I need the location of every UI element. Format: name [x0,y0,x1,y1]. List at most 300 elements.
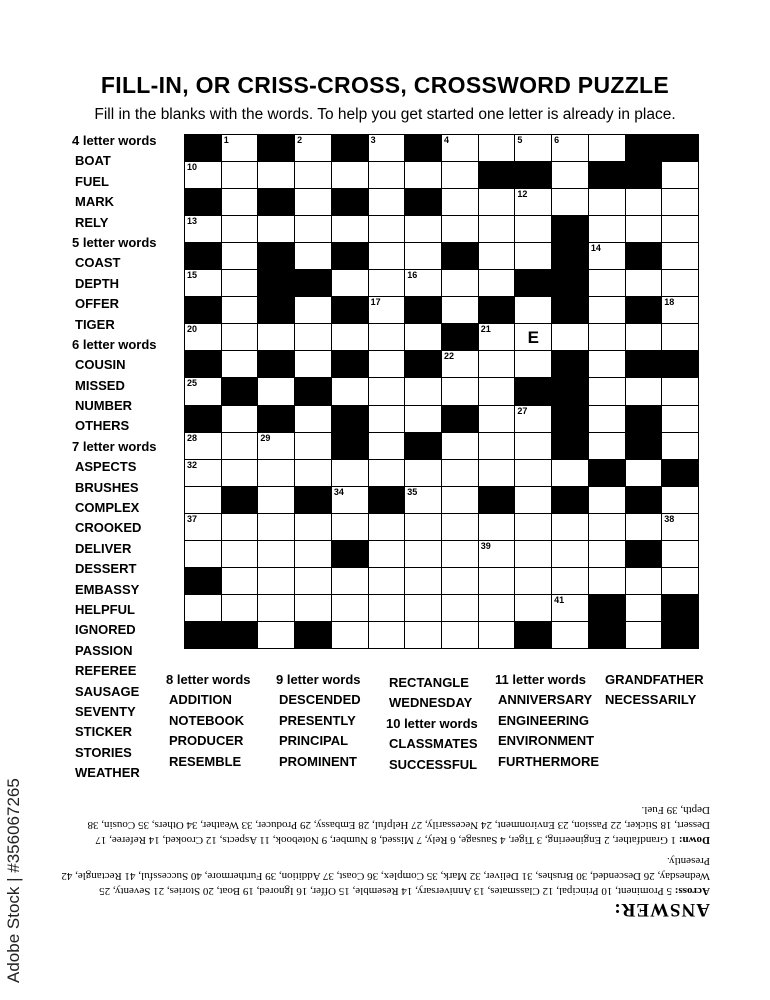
clue-number: 15 [187,270,198,281]
grid-cell[interactable] [404,405,442,433]
grid-cell[interactable] [331,269,369,297]
grid-cell[interactable] [478,432,516,460]
clue-number: 22 [444,351,455,362]
block-cell [661,594,699,622]
word-group-heading: 7 letter words [72,438,157,454]
block-cell [551,432,589,460]
grid-cell[interactable] [404,323,442,351]
grid-cell[interactable] [514,242,552,270]
grid-cell[interactable] [221,432,259,460]
grid-cell[interactable] [368,161,406,189]
grid-cell[interactable] [588,215,626,243]
grid-cell[interactable] [184,459,222,487]
block-cell [294,269,332,297]
grid-cell[interactable] [514,594,552,622]
grid-cell[interactable] [221,296,259,324]
block-cell [625,405,663,433]
grid-cell[interactable] [478,188,516,216]
grid-cell[interactable] [625,377,663,405]
block-cell [257,188,295,216]
grid-cell[interactable] [221,188,259,216]
clue-number: 26 [554,378,565,389]
grid-cell[interactable] [478,350,516,378]
grid-cell[interactable] [588,134,626,162]
grid-cell[interactable] [368,594,406,622]
grid-cell[interactable] [294,459,332,487]
answer-down [60,802,710,847]
grid-cell[interactable] [294,134,332,162]
stock-id: Adobe Stock | #356067265 [4,778,23,983]
grid-cell[interactable] [478,567,516,595]
grid-cell[interactable] [184,269,222,297]
grid-cell[interactable] [478,134,516,162]
across-answers: 5 Prominent, 10 Principal, 12 Classmates, 13 Anniversary, 14 Resemble, 15 Offer, 16 Ignored, 19 Boat, 20 Stories, 21 Seventy, 25 Wednesday, 26 Descended, 30 Brushes, 31 Deliver, 32 Mark, 35 Complex, 36 Coast, 37 Addition, 39 Furthermore, 40 Successful, 41 Rectangle, 42 Presently. [61,855,710,897]
grid-cell[interactable] [368,296,406,324]
block-cell [661,350,699,378]
grid-cell[interactable] [404,242,442,270]
grid-cell[interactable] [331,567,369,595]
block-cell [625,350,663,378]
grid-cell[interactable] [478,594,516,622]
grid-cell[interactable] [257,567,295,595]
block-cell [625,432,663,460]
grid-cell[interactable] [221,215,259,243]
grid-cell[interactable] [514,188,552,216]
grid-cell[interactable] [368,350,406,378]
grid-cell[interactable] [257,432,295,460]
grid-cell[interactable] [294,432,332,460]
given-letter: E [527,328,539,348]
grid-cell[interactable] [514,215,552,243]
instructions: Fill in the blanks with the words. To help you get started one letter is already in place. [94,106,676,123]
grid-cell[interactable] [331,323,369,351]
block-cell [551,269,589,297]
grid-cell[interactable] [441,513,479,541]
clue-number: 12 [517,189,528,200]
word-item: ENGINEERING [498,712,590,728]
grid-cell[interactable] [588,242,626,270]
grid-cell[interactable] [551,134,589,162]
word-item: DESCENDED [279,692,361,708]
block-cell [478,161,516,189]
grid-cell[interactable] [441,296,479,324]
grid-cell[interactable] [514,513,552,541]
grid-cell[interactable] [221,242,259,270]
grid-cell[interactable] [441,161,479,189]
grid-cell[interactable] [184,540,222,568]
block-cell [478,296,516,324]
word-item: DEPTH [75,275,120,291]
grid-cell[interactable] [478,377,516,405]
grid-cell[interactable] [368,405,406,433]
word-column [495,670,600,772]
grid-cell[interactable] [221,567,259,595]
grid-cell[interactable] [294,161,332,189]
grid-cell[interactable] [184,594,222,622]
grid-cell[interactable] [625,621,663,649]
clue-number: 28 [187,432,198,443]
grid-cell[interactable] [661,513,699,541]
grid-cell[interactable] [404,567,442,595]
grid-cell[interactable] [441,188,479,216]
grid-cell[interactable] [514,134,552,162]
block-cell [221,377,259,405]
grid-cell[interactable] [257,459,295,487]
grid-cell[interactable] [221,513,259,541]
word-item: GRANDFATHER [605,672,704,687]
grid-cell[interactable] [588,567,626,595]
grid-cell[interactable] [368,215,406,243]
grid-cell[interactable] [551,188,589,216]
word-item: MISSED [75,377,125,393]
grid-cell[interactable] [404,540,442,568]
grid-cell[interactable] [661,432,699,460]
clue-number: 16 [407,270,418,281]
block-cell [184,296,222,324]
grid-cell[interactable] [404,215,442,243]
word-item: FUEL [75,173,109,189]
block-cell [551,296,589,324]
word-group-heading: 10 letter words [386,715,478,731]
grid-cell[interactable] [184,323,222,351]
clue-number: 21 [480,324,491,335]
grid-cell[interactable] [221,540,259,568]
grid-cell[interactable] [661,242,699,270]
grid-cell[interactable] [257,540,295,568]
grid-cell[interactable] [625,567,663,595]
word-item: ASPECTS [75,459,137,475]
grid-cell[interactable] [514,540,552,568]
word-item: RECTANGLE [389,675,469,690]
grid-cell[interactable] [294,567,332,595]
grid-cell[interactable] [184,432,222,460]
grid-cell[interactable] [368,513,406,541]
grid-cell[interactable] [661,215,699,243]
word-group-heading: 6 letter words [72,336,157,352]
block-cell [184,567,222,595]
grid-cell[interactable] [478,621,516,649]
grid-cell[interactable] [441,621,479,649]
grid-cell[interactable] [551,161,589,189]
block-cell [184,188,222,216]
block-cell [551,215,589,243]
grid-cell[interactable] [404,486,442,514]
grid-cell[interactable] [514,567,552,595]
grid-cell[interactable] [588,513,626,541]
grid-cell[interactable] [441,377,479,405]
grid-cell[interactable] [588,269,626,297]
block-cell [257,242,295,270]
grid-cell[interactable] [478,513,516,541]
block-cell [184,405,222,433]
grid-cell[interactable] [331,377,369,405]
grid-cell[interactable] [368,432,406,460]
grid-cell[interactable] [404,513,442,541]
word-item: WEDNESDAY [389,695,473,711]
grid-cell[interactable] [221,459,259,487]
word-item: SEVENTY [75,703,136,719]
grid-cell[interactable] [478,269,516,297]
grid-cell[interactable] [184,513,222,541]
block-cell [184,621,222,649]
block-cell [588,161,626,189]
word-column [72,131,157,784]
grid-cell[interactable] [661,405,699,433]
word-item: NECESSARILY [605,692,697,708]
grid-cell[interactable] [441,459,479,487]
block-cell [514,269,552,297]
clue-number: 20 [187,324,198,335]
grid-cell[interactable] [478,215,516,243]
grid-cell[interactable] [221,161,259,189]
block-cell [625,242,663,270]
grid-cell[interactable] [478,323,516,351]
grid-cell[interactable] [257,323,295,351]
grid-cell[interactable] [441,215,479,243]
word-column [605,670,704,711]
grid-cell[interactable] [441,567,479,595]
grid-cell[interactable] [184,377,222,405]
block-cell [551,405,589,433]
grid-cell[interactable] [478,405,516,433]
grid-cell[interactable] [625,513,663,541]
grid-cell[interactable] [404,621,442,649]
grid-cell[interactable] [404,377,442,405]
grid-cell[interactable] [588,405,626,433]
word-item: RESEMBLE [169,753,242,769]
block-cell [514,161,552,189]
grid-cell[interactable] [331,513,369,541]
grid-cell[interactable] [551,594,589,622]
grid-cell[interactable] [294,540,332,568]
grid-cell[interactable] [588,350,626,378]
block-cell [625,540,663,568]
grid-cell[interactable] [625,188,663,216]
grid-cell[interactable] [294,242,332,270]
grid-cell[interactable] [588,377,626,405]
grid-cell[interactable] [331,621,369,649]
grid-cell[interactable] [661,188,699,216]
block-cell [588,594,626,622]
grid-cell[interactable] [514,432,552,460]
grid-cell[interactable] [294,296,332,324]
grid-cell[interactable] [257,621,295,649]
grid-cell[interactable] [221,269,259,297]
block-cell [441,323,479,351]
word-item: PRESENTLY [279,712,356,728]
grid-cell[interactable] [588,296,626,324]
grid-cell[interactable] [625,594,663,622]
clue-number: 4 [444,135,450,145]
grid-cell[interactable] [331,459,369,487]
clue-number: 17 [370,297,381,308]
grid-cell[interactable] [661,323,699,351]
word-item: DESSERT [75,561,137,577]
grid-cell[interactable] [257,486,295,514]
grid-cell[interactable] [294,350,332,378]
grid-cell[interactable] [221,405,259,433]
crossword-grid [184,134,698,648]
word-item: FURTHERMORE [498,753,600,769]
word-item: ENVIRONMENT [498,733,595,749]
grid-cell[interactable] [478,242,516,270]
word-item: COMPLEX [75,500,140,516]
clue-number: 5 [517,135,523,145]
grid-cell[interactable] [625,215,663,243]
grid-cell[interactable] [551,513,589,541]
grid-cell[interactable] [625,459,663,487]
grid-cell[interactable] [514,459,552,487]
grid-cell[interactable] [514,323,552,351]
grid-cell[interactable] [661,296,699,324]
word-item: REFEREE [75,663,137,679]
word-item: HELPFUL [75,601,135,617]
block-cell [331,350,369,378]
grid-cell[interactable] [368,242,406,270]
grid-cell[interactable] [368,540,406,568]
grid-cell[interactable] [514,405,552,433]
clue-number: 37 [187,513,198,524]
grid-cell[interactable] [257,215,295,243]
block-cell [625,296,663,324]
grid-cell[interactable] [551,567,589,595]
grid-cell[interactable] [441,134,479,162]
grid-cell[interactable] [257,594,295,622]
grid-cell[interactable] [294,594,332,622]
grid-cell[interactable] [441,486,479,514]
grid-cell[interactable] [404,459,442,487]
block-cell [331,134,369,162]
word-item: PRINCIPAL [279,733,349,749]
block-cell [294,377,332,405]
grid-cell[interactable] [184,215,222,243]
grid-cell[interactable] [551,621,589,649]
grid-cell[interactable] [514,350,552,378]
grid-cell[interactable] [514,486,552,514]
block-cell [551,377,589,405]
grid-cell[interactable] [478,540,516,568]
grid-cell[interactable] [368,134,406,162]
grid-cell[interactable] [588,188,626,216]
grid-cell[interactable] [661,486,699,514]
word-item: CROOKED [75,520,142,536]
word-item: NUMBER [75,398,133,414]
grid-cell[interactable] [368,567,406,595]
clue-number: 13 [187,216,198,227]
grid-cell[interactable] [368,459,406,487]
grid-cell[interactable] [368,188,406,216]
grid-cell[interactable] [294,323,332,351]
grid-cell[interactable] [404,594,442,622]
grid-cell[interactable] [368,323,406,351]
grid-cell[interactable] [661,377,699,405]
grid-cell[interactable] [404,269,442,297]
word-column [276,670,361,772]
block-cell [331,432,369,460]
word-item: DELIVER [75,540,132,556]
grid-cell[interactable] [441,350,479,378]
grid-cell[interactable] [514,296,552,324]
block-cell [551,242,589,270]
grid-cell[interactable] [221,594,259,622]
grid-cell[interactable] [441,540,479,568]
grid-cell[interactable] [294,513,332,541]
grid-cell[interactable] [625,323,663,351]
grid-cell[interactable] [661,161,699,189]
grid-cell[interactable] [441,432,479,460]
grid-cell[interactable] [184,486,222,514]
grid-cell[interactable] [478,459,516,487]
grid-cell[interactable] [294,215,332,243]
grid-cell[interactable] [404,161,442,189]
grid-cell[interactable] [257,377,295,405]
block-cell [625,486,663,514]
grid-cell[interactable] [625,269,663,297]
word-group-heading: 11 letter words [495,672,587,687]
grid-cell[interactable] [588,432,626,460]
grid-cell[interactable] [331,215,369,243]
grid-cell[interactable] [661,269,699,297]
grid-cell[interactable] [368,377,406,405]
word-item: ANNIVERSARY [498,692,593,708]
block-cell [294,486,332,514]
grid-cell[interactable] [331,594,369,622]
word-item: COAST [75,255,121,271]
grid-cell[interactable] [441,269,479,297]
word-group-heading: 5 letter words [72,234,157,250]
grid-cell[interactable] [331,161,369,189]
block-cell [625,161,663,189]
clue-number: 2 [297,135,303,145]
word-item: SAUSAGE [75,683,140,699]
grid-cell[interactable] [221,323,259,351]
grid-cell[interactable] [221,134,259,162]
answer-key [60,796,710,920]
block-cell [221,621,259,649]
answer-heading: ANSWER: [613,899,710,920]
grid-cell[interactable] [257,161,295,189]
clue-number: 39 [480,540,491,551]
grid-cell[interactable] [661,567,699,595]
grid-cell[interactable] [257,513,295,541]
grid-cell[interactable] [368,269,406,297]
grid-cell[interactable] [294,188,332,216]
grid-cell[interactable] [588,486,626,514]
grid-cell[interactable] [551,540,589,568]
block-cell [184,350,222,378]
word-group-heading: 9 letter words [276,672,361,687]
grid-cell[interactable] [221,350,259,378]
block-cell [257,405,295,433]
grid-cell[interactable] [588,540,626,568]
grid-cell[interactable] [661,540,699,568]
grid-cell[interactable] [551,323,589,351]
grid-cell[interactable] [551,459,589,487]
word-group-heading: 4 letter words [72,133,157,148]
grid-cell[interactable] [368,621,406,649]
clue-number: 31 [627,432,638,443]
word-item: WEATHER [75,765,140,781]
block-cell [514,377,552,405]
grid-cell[interactable] [331,486,369,514]
grid-cell[interactable] [441,594,479,622]
clue-number: 25 [187,378,198,389]
clue-number: 29 [260,432,271,443]
grid-cell[interactable] [588,323,626,351]
grid-cell[interactable] [184,161,222,189]
grid-cell[interactable] [294,405,332,433]
down-label: Down: [678,834,710,846]
